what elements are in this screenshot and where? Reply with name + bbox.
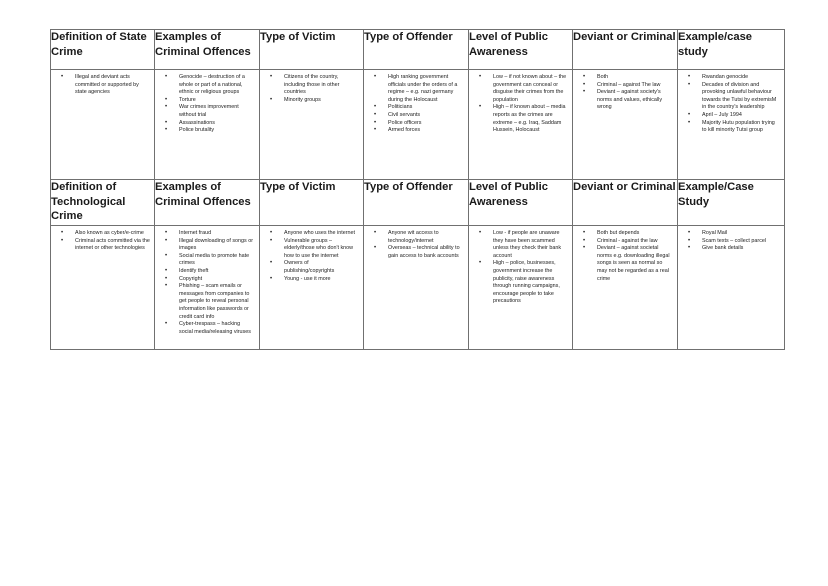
bullet-item: • April – July 1994 <box>702 112 780 120</box>
cell-definition <box>51 70 155 180</box>
bullet-item: • Royal Mail <box>702 230 780 238</box>
bullet-item: • Internet fraud <box>179 230 255 238</box>
bullet-list <box>364 74 468 135</box>
bullet-item: • Politicians <box>388 104 464 112</box>
state-crime-header-row <box>51 30 785 70</box>
bullet-item: • Low - if people are unaware they have been scammed unless they check their bank account <box>493 230 568 260</box>
header-victim: Type of Victim <box>260 180 364 226</box>
bullet-item: • Deviant – against societal norms e.g. downloading illegal songs is seen as normal so may not be regarded as a real crime <box>597 245 673 283</box>
bullet-list <box>469 230 572 306</box>
cell-examples <box>155 226 260 350</box>
crime-comparison-table <box>50 29 785 350</box>
cell-case-study <box>678 70 785 180</box>
bullet-item: • Identify theft <box>179 268 255 276</box>
header-case-study: Example/Case Study <box>678 180 785 226</box>
header-offender: Type of Offender <box>364 180 469 226</box>
bullet-item: • Give bank details <box>702 245 780 253</box>
cell-offender <box>364 70 469 180</box>
bullet-item: • Minority groups <box>284 97 359 105</box>
cell-awareness <box>469 226 573 350</box>
bullet-list <box>469 74 572 135</box>
bullet-item: • Both <box>597 74 673 82</box>
bullet-item: • Illegal downloading of songs or images <box>179 238 255 253</box>
tech-crime-header-row <box>51 180 785 226</box>
bullet-item: • Also known as cyber/e-crime <box>75 230 150 238</box>
header-offender: Type of Offender <box>364 30 469 70</box>
bullet-list <box>51 74 154 97</box>
bullet-item: • Both but depends <box>597 230 673 238</box>
header-examples: Examples of Criminal Offences <box>155 180 260 226</box>
bullet-item: • Overseas – technical ability to gain access to bank accounts <box>388 245 464 260</box>
header-deviant-criminal: Deviant or Criminal <box>573 180 678 226</box>
bullet-item: • Criminal – against The law <box>597 82 673 90</box>
bullet-item: • Cyber-trespass – hacking social media/releasing viruses <box>179 321 255 336</box>
bullet-item: • High – police, businesses, government increase the publicity, raise awareness through running campaigns, encourage people to take precautions <box>493 260 568 306</box>
bullet-item: • Armed forces <box>388 127 464 135</box>
bullet-list <box>678 230 784 253</box>
bullet-item: • Police officers <box>388 120 464 128</box>
bullet-list <box>260 74 363 104</box>
bullet-item: • Social media to promote hate crimes <box>179 253 255 268</box>
bullet-item: • High – if known about – media reports as the crimes are extreme – e.g. Iraq, Saddam Hussein, Holocaust <box>493 104 568 134</box>
bullet-item: • Illegal and deviant acts committed or supported by state agencies <box>75 74 150 97</box>
cell-awareness <box>469 70 573 180</box>
bullet-list <box>51 230 154 253</box>
bullet-list <box>573 230 677 283</box>
header-deviant-criminal: Deviant or Criminal <box>573 30 678 70</box>
header-definition: Definition of Technological Crime <box>51 180 155 226</box>
state-crime-content-row <box>51 70 785 180</box>
cell-offender <box>364 226 469 350</box>
bullet-item: • Decades of division and provoking unlawful behaviour towards the Tutsi by extremisM in the country's leadership <box>702 82 780 112</box>
bullet-item: • Low – if not known about – the government can conceal or disguise their crimes from the population <box>493 74 568 104</box>
bullet-list <box>155 74 259 135</box>
bullet-item: • Phishing – scam emails or messages from companies to get people to reveal personal information like passwords or credit card info <box>179 283 255 321</box>
tech-crime-content-row <box>51 226 785 350</box>
header-awareness: Level of Public Awareness <box>469 180 573 226</box>
bullet-item: • Criminal - against the law <box>597 238 673 246</box>
bullet-item: • Anyone who uses the internet <box>284 230 359 238</box>
cell-definition <box>51 226 155 350</box>
bullet-item: • Owners of publishing/copyrights <box>284 260 359 275</box>
bullet-item: • High ranking government officials under the orders of a regime – e.g. nazi germany during the Holocaust <box>388 74 464 104</box>
bullet-item: • Majority Hutu population trying to kill minority Tutsi group <box>702 120 780 135</box>
bullet-item: • Genocide – destruction of a whole or part of a national, ethnic or religious groups <box>179 74 255 97</box>
cell-deviant-criminal <box>573 70 678 180</box>
bullet-item: • Police brutality <box>179 127 255 135</box>
bullet-item: • War crimes improvement without trial <box>179 104 255 119</box>
header-case-study: Example/case study <box>678 30 785 70</box>
bullet-list <box>678 74 784 135</box>
bullet-item: • Civil servants <box>388 112 464 120</box>
header-examples: Examples of Criminal Offences <box>155 30 260 70</box>
bullet-item: • Assassinations <box>179 120 255 128</box>
bullet-item: • Anyone wit access to technology/internet <box>388 230 464 245</box>
header-awareness: Level of Public Awareness <box>469 30 573 70</box>
cell-victim <box>260 70 364 180</box>
bullet-item: • Criminal acts committed via the internet or other technologies <box>75 238 150 253</box>
bullet-item: • Vulnerable groups – elderly/those who don't know how to use the internet <box>284 238 359 261</box>
bullet-item: • Torture <box>179 97 255 105</box>
cell-deviant-criminal <box>573 226 678 350</box>
bullet-item: • Young - use it more <box>284 276 359 284</box>
cell-examples <box>155 70 260 180</box>
cell-case-study <box>678 226 785 350</box>
bullet-list <box>364 230 468 260</box>
header-definition: Definition of State Crime <box>51 30 155 70</box>
bullet-list <box>155 230 259 336</box>
bullet-item: • Copyright <box>179 276 255 284</box>
bullet-list <box>573 74 677 112</box>
bullet-item: • Citizens of the country, including those in other countries <box>284 74 359 97</box>
bullet-item: • Rwandan genocide <box>702 74 780 82</box>
header-victim: Type of Victim <box>260 30 364 70</box>
bullet-item: • Deviant – against society's norms and values, ethically wrong <box>597 89 673 112</box>
bullet-list <box>260 230 363 283</box>
cell-victim <box>260 226 364 350</box>
bullet-item: • Scam texts – collect parcel <box>702 238 780 246</box>
